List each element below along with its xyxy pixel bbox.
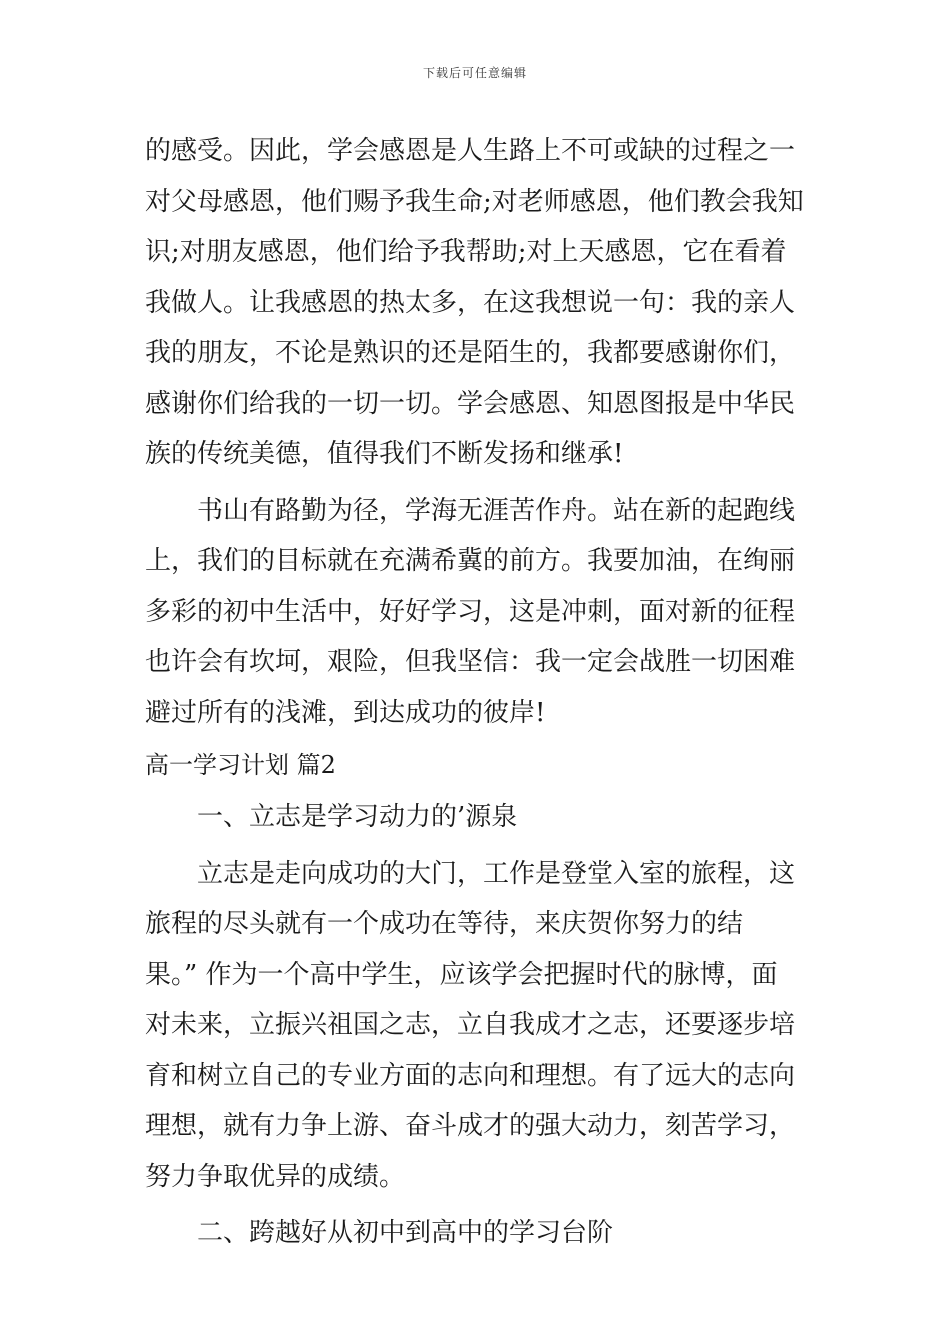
text-line: 我做人。让我感恩的热太多，在这我想说一句：我的亲人 xyxy=(145,287,796,318)
text-line: 对父母感恩，他们赐予我生命;对老师感恩，他们教会我知 xyxy=(145,186,804,217)
text-line: 识;对朋友感恩，他们给予我帮助;对上天感恩，它在看着 xyxy=(145,237,787,267)
text-line: 旅程的尽头就有一个成功在等待，来庆贺你努力的结 xyxy=(145,909,744,939)
text-line: 书山有路勤为径，学海无涯苦作舟。站在新的起跑线 xyxy=(197,495,796,526)
header-note: 下载后可任意编辑 xyxy=(422,66,527,80)
text-line: 族的传统美德，值得我们不断发扬和继承! xyxy=(145,439,624,469)
paragraph-aspiration xyxy=(145,849,810,1203)
text-line: 育和树立自己的专业方面的志向和理想。有了远大的志向 xyxy=(145,1060,796,1091)
text-line: 也许会有坎坷，艰险，但我坚信：我一定会战胜一切困难 xyxy=(145,647,796,677)
text-line: 的感受。因此，学会感恩是人生路上不可或缺的过程之一 xyxy=(145,136,796,166)
text-line: 立志是走向成功的大门，工作是登堂入室的旅程，这 xyxy=(197,858,796,889)
text-line: 我的朋友，不论是熟识的还是陌生的，我都要感谢你们， xyxy=(145,338,796,368)
paragraph-gratitude xyxy=(145,126,810,480)
text-line: 多彩的初中生活中，好好学习，这是冲刺，面对新的征程 xyxy=(145,596,796,627)
text-line: 果。” 作为一个高中学生，应该学会把握时代的脉博，面 xyxy=(145,959,778,990)
section-title: 高一学习计划 篇2 xyxy=(145,751,336,779)
text-line: 对未来，立振兴祖国之志，立自我成才之志，还要逐步培 xyxy=(145,1010,796,1040)
document-body xyxy=(145,126,810,1259)
text-line: 上，我们的目标就在充满希冀的前方。我要加油，在绚丽 xyxy=(145,546,796,576)
text-line: 避过所有的浅滩，到达成功的彼岸! xyxy=(145,697,546,728)
text-line: 努力争取优异的成绩。 xyxy=(145,1161,406,1192)
subheading-aspiration: 一、立志是学习动力的’源泉 xyxy=(197,802,518,832)
text-line: 理想，就有力争上游、奋斗成才的强大动力，刻苦学习， xyxy=(145,1111,796,1141)
subheading-transition: 二、跨越好从初中到高中的学习台阶 xyxy=(197,1218,614,1248)
text-line: 感谢你们给我的一切一切。学会感恩、知恩图报是中华民 xyxy=(145,388,796,419)
paragraph-motto xyxy=(145,486,810,739)
